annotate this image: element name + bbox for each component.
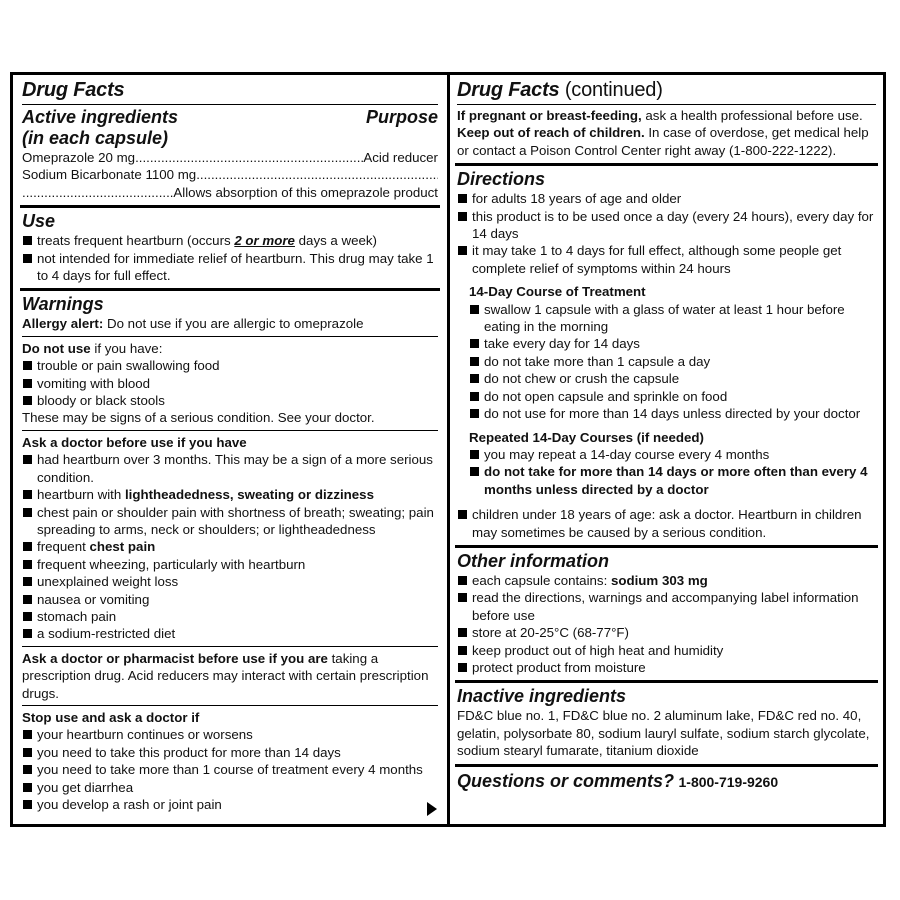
ask-doctor-heading: Ask a doctor before use if you have: [22, 434, 247, 450]
stop-use-list: [22, 726, 438, 813]
list-item: your heartburn continues or worsens: [22, 726, 438, 743]
list-item: read the directions, warnings and accompanying label information before use: [457, 589, 876, 624]
ingredient-purpose: Allows absorption of this omeprazole product: [173, 184, 438, 200]
list-item: vomiting with blood: [22, 375, 438, 392]
ingredient-name: Sodium Bicarbonate 1100 mg: [22, 167, 197, 183]
title-divider: [22, 104, 438, 105]
active-ingredients-section: [20, 75, 440, 205]
allergy-alert: Allergy alert: Do not use if you are allergic to omeprazole: [22, 316, 364, 332]
list-item: each capsule contains: sodium 303 mg: [457, 572, 876, 589]
list-item: stomach pain: [22, 608, 438, 625]
drug-facts-title: Drug Facts: [22, 79, 125, 101]
list-item: trouble or pain swallowing food: [22, 357, 438, 374]
list-item: keep product out of high heat and humidity: [457, 642, 876, 659]
inactive-ingredients-text: FD&C blue no. 1, FD&C blue no. 2 aluminum lake, FD&C red no. 40, gelatin, polysorbate 80, sodium lauryl sulfate, sodium starch glycolate, sodium stearyl fumarate, titanium dioxide: [457, 708, 870, 759]
emphasis-text: 2 or more: [234, 233, 295, 249]
title-divider: [457, 104, 876, 105]
inactive-ingredients-section: [455, 680, 878, 763]
list-item: this product is to be used once a day (every 24 hours), every day for 14 days: [457, 208, 876, 243]
ingredient-name: Omeprazole 20 mg: [22, 150, 136, 165]
list-item: a sodium-restricted diet: [22, 625, 438, 642]
continued-header-section: [455, 75, 878, 163]
directions-list: [457, 190, 876, 277]
list-item: for adults 18 years of age and older: [457, 190, 876, 207]
list-item: frequent chest pain: [22, 538, 438, 555]
do-not-use-label: Do not use: [22, 340, 91, 356]
right-column: [450, 75, 883, 824]
list-item: you need to take more than 1 course of treatment every 4 months: [22, 761, 438, 778]
list-item: frequent wheezing, particularly with heartburn: [22, 556, 438, 573]
ingredient-sodium-bicarbonate-purpose: [22, 184, 438, 201]
list-item: do not chew or crush the capsule: [469, 370, 876, 387]
directions-section: [455, 163, 878, 545]
pregnancy-warning: If pregnant or breast-feeding, ask a health professional before use.: [457, 108, 863, 123]
serious-condition-note: These may be signs of a serious condition. See your doctor.: [22, 410, 375, 426]
list-item: unexplained weight loss: [22, 573, 438, 590]
use-section: [20, 205, 440, 288]
course-heading: 14-Day Course of Treatment: [469, 284, 646, 300]
repeat-course-heading: Repeated 14-Day Courses (if needed): [469, 429, 704, 445]
other-information-list: [457, 572, 876, 676]
use-heading: Use: [22, 211, 56, 232]
course-list: [469, 301, 876, 423]
list-item: children under 18 years of age: ask a doctor. Heartburn in children may sometimes be caused by a serious condition.: [457, 506, 876, 541]
list-item: do not open capsule and sprinkle on food: [469, 388, 876, 405]
list-item: heartburn with lightheadedness, sweating or dizziness: [22, 486, 438, 503]
questions-heading: Questions or comments?: [457, 770, 675, 791]
stop-use-heading: Stop use and ask a doctor if: [22, 709, 200, 725]
list-item: nausea or vomiting: [22, 591, 438, 608]
list-item: you develop a rash or joint pain: [22, 796, 438, 813]
active-ingredients-heading: Active ingredients: [22, 107, 179, 127]
list-item: protect product from moisture: [457, 659, 876, 676]
list-item: bloody or black stools: [22, 392, 438, 409]
ingredient-omeprazole: [22, 149, 438, 166]
purpose-heading: Purpose: [365, 107, 438, 127]
list-item: you get diarrhea: [22, 779, 438, 796]
list-item: do not take more than 1 capsule a day: [469, 353, 876, 370]
ingredient-purpose: Acid reducer: [363, 150, 438, 165]
list-item: you need to take this product for more than 14 days: [22, 744, 438, 761]
left-column: [13, 75, 450, 824]
other-information-heading: Other information: [457, 550, 609, 571]
ingredient-sodium-bicarbonate: [22, 166, 438, 183]
ask-doctor-list: [22, 451, 438, 642]
other-information-section: [455, 545, 878, 680]
list-item: do not take for more than 14 days or more often than every 4 months unless directed by a doctor: [469, 463, 876, 498]
ask-pharmacist-subsection: Ask a doctor or pharmacist before use if you are taking a prescription drug. Acid reducers may interact with certain prescription drugs.: [22, 646, 438, 702]
drug-facts-continued-title: Drug Facts (continued): [457, 79, 663, 101]
warnings-section: [20, 288, 440, 817]
questions-phone: 1-800-719-9260: [678, 773, 779, 790]
drug-facts-panel: [10, 72, 886, 827]
directions-heading: Directions: [457, 169, 546, 190]
list-item: swallow 1 capsule with a glass of water at least 1 hour before eating in the morning: [469, 301, 876, 336]
list-item: treats frequent heartburn (occurs 2 or more days a week): [22, 232, 438, 249]
stop-use-subsection: [22, 705, 438, 813]
continue-arrow-icon: [427, 802, 437, 816]
in-each-capsule-subheading: (in each capsule): [22, 128, 169, 148]
do-not-use-subsection: Do not use if you have: trouble or pain swallowing food vomiting with blood bloody or black stools These may be signs of a serious condition. See your doctor.: [22, 336, 438, 427]
ask-doctor-subsection: [22, 430, 438, 643]
list-item: it may take 1 to 4 days for full effect, although some people get complete relief of symptoms within 24 hours: [457, 242, 876, 277]
ask-pharmacist-label: Ask a doctor or pharmacist before use if you are: [22, 650, 328, 666]
list-item: do not use for more than 14 days unless directed by your doctor: [469, 405, 876, 422]
questions-section: [455, 764, 878, 796]
list-item: store at 20-25°C (68-77°F): [457, 624, 876, 641]
warnings-heading: Warnings: [22, 294, 104, 315]
list-item: not intended for immediate relief of heartburn. This drug may take 1 to 4 days for full effect.: [22, 250, 438, 285]
list-item: chest pain or shoulder pain with shortness of breath; sweating; pain spreading to arms, neck or shoulders; or lightheadedness: [22, 504, 438, 539]
inactive-ingredients-heading: Inactive ingredients: [457, 686, 627, 707]
list-item: take every day for 14 days: [469, 335, 876, 352]
do-not-use-list: [22, 357, 438, 409]
keep-out-of-reach: Keep out of reach of children. In case of overdose, get medical help or contact a Poison Control Center right away (1-800-222-1222).: [457, 125, 869, 158]
list-item: had heartburn over 3 months. This may be a sign of a more serious condition.: [22, 451, 438, 486]
list-item: you may repeat a 14-day course every 4 months: [469, 446, 876, 463]
